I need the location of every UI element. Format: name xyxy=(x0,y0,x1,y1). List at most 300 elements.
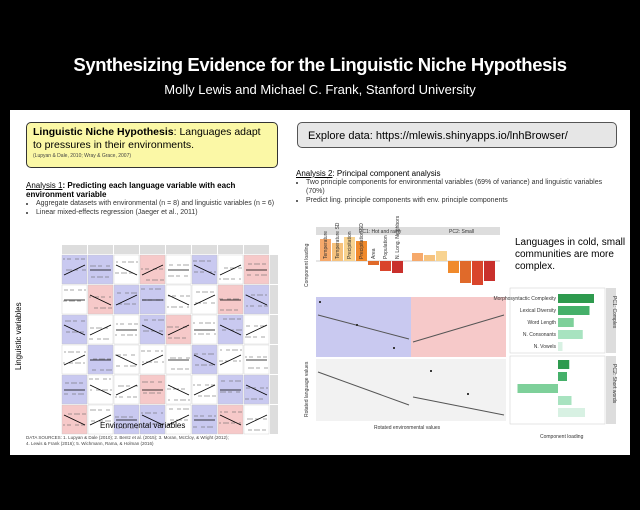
analysis1-ylabel: Linguistic variables xyxy=(14,302,23,370)
matrix-point xyxy=(170,337,171,338)
matrix-point xyxy=(255,418,256,419)
matrix-point xyxy=(68,331,69,332)
matrix-point xyxy=(151,392,152,393)
matrix-panel xyxy=(244,285,269,314)
env-loading-bar xyxy=(460,261,471,283)
matrix-point xyxy=(202,415,203,416)
matrix-point xyxy=(142,361,143,362)
poster-title: Synthesizing Evidence for the Linguistic Niche Hypothesis xyxy=(73,54,567,75)
matrix-point xyxy=(117,292,118,293)
matrix-point xyxy=(176,337,177,338)
matrix-point xyxy=(185,408,186,409)
matrix-point xyxy=(76,351,77,352)
analysis1-xlabel: Environmental variables xyxy=(100,421,186,430)
matrix-point xyxy=(210,271,211,272)
matrix-point xyxy=(94,307,95,308)
matrix-point xyxy=(232,411,233,412)
matrix-point xyxy=(266,367,267,368)
matrix-point xyxy=(266,387,267,388)
ling-pc1-label: PC1: Complex xyxy=(611,296,617,329)
matrix-point xyxy=(220,349,221,350)
matrix-point xyxy=(116,365,117,366)
matrix-point xyxy=(265,418,266,419)
matrix-point xyxy=(95,358,96,359)
matrix-point xyxy=(160,381,161,382)
matrix-point xyxy=(158,381,159,382)
matrix-point xyxy=(143,392,144,393)
matrix-point xyxy=(108,369,109,370)
env-var-label: Area xyxy=(371,248,377,259)
matrix-point xyxy=(195,364,196,365)
matrix-point xyxy=(196,291,197,292)
matrix-point xyxy=(75,382,76,383)
matrix-point xyxy=(146,381,147,382)
matrix-point xyxy=(195,426,196,427)
matrix-point xyxy=(174,357,175,358)
matrix-point xyxy=(77,362,78,363)
matrix-point xyxy=(119,354,120,355)
env-loading-bar xyxy=(472,261,483,285)
matrix-point xyxy=(94,369,95,370)
matrix-point xyxy=(91,378,92,379)
matrix-point xyxy=(78,289,79,290)
matrix-point xyxy=(116,323,117,324)
hypothesis-label: Linguistic Niche Hypothesis xyxy=(33,126,174,138)
matrix-point xyxy=(141,350,142,351)
matrix-panel xyxy=(62,285,87,314)
matrix-point xyxy=(188,399,189,400)
matrix-point xyxy=(75,258,76,259)
matrix-point xyxy=(225,360,226,361)
matrix-point xyxy=(257,274,258,275)
env-loading-bar xyxy=(484,261,495,281)
matrix-point xyxy=(253,294,254,295)
matrix-point xyxy=(171,326,172,327)
pc1-label: PC1: Hot and rainy xyxy=(359,229,402,235)
ling-var-label: Word Length xyxy=(527,320,556,326)
analysis1-title-text: : Predicting each language variable with each environment variable xyxy=(26,181,236,199)
matrix-point xyxy=(194,333,195,334)
matrix-point xyxy=(99,358,100,359)
matrix-point xyxy=(251,294,252,295)
matrix-point xyxy=(249,274,250,275)
matrix-point xyxy=(256,429,257,430)
matrix-point xyxy=(226,267,227,268)
matrix-point xyxy=(245,336,246,337)
matrix-point xyxy=(214,333,215,334)
matrix-point xyxy=(259,398,260,399)
matrix-point xyxy=(263,336,264,337)
matrix-point xyxy=(131,416,132,417)
matrix-point xyxy=(84,413,85,414)
matrix-point xyxy=(259,294,260,295)
matrix-point xyxy=(73,300,74,301)
matrix-point xyxy=(145,392,146,393)
ling-loading-bar xyxy=(558,294,594,303)
matrix-point xyxy=(89,338,90,339)
matrix-point xyxy=(193,384,194,385)
matrix-panel xyxy=(62,405,87,434)
matrix-point xyxy=(129,416,130,417)
matrix-point xyxy=(83,320,84,321)
matrix-point xyxy=(233,278,234,279)
matrix-point xyxy=(73,320,74,321)
matrix-point xyxy=(266,305,267,306)
matrix-point xyxy=(208,415,209,416)
env-var-label: Precipitation SD xyxy=(359,223,365,259)
matrix-point xyxy=(129,272,130,273)
matrix-point xyxy=(74,393,75,394)
matrix-point xyxy=(141,412,142,413)
matrix-point xyxy=(134,365,135,366)
matrix-point xyxy=(103,378,104,379)
matrix-point xyxy=(233,298,234,299)
matrix-panel xyxy=(114,375,139,404)
matrix-point xyxy=(81,424,82,425)
matrix-point xyxy=(107,338,108,339)
matrix-point xyxy=(227,298,228,299)
matrix-point xyxy=(195,260,196,261)
matrix-point xyxy=(199,322,200,323)
matrix-point xyxy=(264,305,265,306)
matrix-point xyxy=(214,415,215,416)
matrix-point xyxy=(148,279,149,280)
matrix-point xyxy=(199,384,200,385)
matrix-panel xyxy=(192,345,217,374)
matrix-point xyxy=(118,385,119,386)
matrix-point xyxy=(70,413,71,414)
analysis1-section xyxy=(26,181,276,217)
matrix-point xyxy=(66,289,67,290)
matrix-panel xyxy=(114,315,139,344)
matrix-point xyxy=(130,261,131,262)
matrix-point xyxy=(152,381,153,382)
matrix-point xyxy=(125,354,126,355)
matrix-point xyxy=(248,429,249,430)
matrix-point xyxy=(188,295,189,296)
matrix-point xyxy=(198,291,199,292)
matrix-point xyxy=(78,393,79,394)
matrix-point xyxy=(214,395,215,396)
matrix-point xyxy=(198,333,199,334)
matrix-point xyxy=(72,393,73,394)
matrix-point xyxy=(122,261,123,262)
matrix-point xyxy=(96,327,97,328)
matrix-point xyxy=(115,272,116,273)
matrix-point xyxy=(173,368,174,369)
matrix-point xyxy=(254,325,255,326)
matrix-point xyxy=(245,398,246,399)
ling-loading-bar xyxy=(558,306,590,315)
matrix-point xyxy=(162,319,163,320)
matrix-point xyxy=(128,385,129,386)
matrix-col-strip xyxy=(218,245,243,254)
matrix-point xyxy=(128,303,129,304)
matrix-point xyxy=(257,356,258,357)
loading-axis-label: Component loading xyxy=(540,434,584,440)
matrix-point xyxy=(129,396,130,397)
matrix-point xyxy=(185,264,186,265)
matrix-point xyxy=(130,365,131,366)
matrix-point xyxy=(110,369,111,370)
matrix-point xyxy=(108,265,109,266)
matrix-point xyxy=(233,318,234,319)
matrix-panel xyxy=(166,285,191,314)
matrix-point xyxy=(97,338,98,339)
matrix-point xyxy=(237,380,238,381)
matrix-point xyxy=(202,353,203,354)
matrix-point xyxy=(228,309,229,310)
matrix-panel xyxy=(218,375,243,404)
matrix-point xyxy=(184,275,185,276)
matrix-point xyxy=(118,365,119,366)
matrix-point xyxy=(104,307,105,308)
matrix-point xyxy=(124,365,125,366)
matrix-point xyxy=(120,323,121,324)
matrix-point xyxy=(253,336,254,337)
matrix-point xyxy=(177,264,178,265)
matrix-point xyxy=(167,306,168,307)
matrix-point xyxy=(115,416,116,417)
matrix-point xyxy=(264,367,265,368)
matrix-point xyxy=(100,307,101,308)
matrix-point xyxy=(77,424,78,425)
matrix-point xyxy=(237,318,238,319)
matrix-point xyxy=(208,333,209,334)
matrix-point xyxy=(84,351,85,352)
matrix-point xyxy=(203,426,204,427)
analysis2-bullet: • Predict ling. principle components with env. principle components xyxy=(306,196,616,205)
matrix-point xyxy=(128,323,129,324)
matrix-point xyxy=(102,369,103,370)
matrix-point xyxy=(91,338,92,339)
matrix-point xyxy=(97,296,98,297)
matrix-point xyxy=(67,320,68,321)
matrix-point xyxy=(196,415,197,416)
matrix-point xyxy=(105,378,106,379)
matrix-point xyxy=(153,412,154,413)
matrix-point xyxy=(173,388,174,389)
matrix-point xyxy=(105,276,106,277)
matrix-point xyxy=(228,349,229,350)
matrix-point xyxy=(107,276,108,277)
matrix-point xyxy=(125,292,126,293)
matrix-point xyxy=(83,258,84,259)
matrix-point xyxy=(177,408,178,409)
matrix-point xyxy=(176,275,177,276)
matrix-point xyxy=(116,261,117,262)
matrix-point xyxy=(78,351,79,352)
ling-loading-bar xyxy=(558,396,572,405)
matrix-point xyxy=(226,349,227,350)
matrix-point xyxy=(200,395,201,396)
matrix-point xyxy=(90,409,91,410)
matrix-point xyxy=(209,426,210,427)
matrix-point xyxy=(206,333,207,334)
matrix-point xyxy=(124,303,125,304)
matrix-point xyxy=(84,269,85,270)
matrix-point xyxy=(172,357,173,358)
matrix-point xyxy=(79,382,80,383)
ling-loading-bar xyxy=(558,360,569,369)
matrix-point xyxy=(184,337,185,338)
matrix-point xyxy=(235,360,236,361)
matrix-point xyxy=(261,294,262,295)
env-loading-bar xyxy=(392,261,403,273)
matrix-point xyxy=(117,272,118,273)
matrix-point xyxy=(205,364,206,365)
matrix-point xyxy=(204,353,205,354)
pca-finding-note: Languages in cold, small communities are more complex. xyxy=(515,237,626,272)
matrix-point xyxy=(259,356,260,357)
matrix-point xyxy=(103,338,104,339)
matrix-point xyxy=(70,269,71,270)
matrix-point xyxy=(173,306,174,307)
env-var-label: Temperature xyxy=(323,230,329,259)
matrix-point xyxy=(250,263,251,264)
matrix-col-strip xyxy=(166,245,191,254)
matrix-point xyxy=(96,389,97,390)
matrix-row-strip xyxy=(270,285,278,314)
matrix-point xyxy=(99,338,100,339)
matrix-point xyxy=(262,263,263,264)
matrix-point xyxy=(265,356,266,357)
matrix-point xyxy=(147,412,148,413)
matrix-panel xyxy=(88,255,113,284)
matrix-point xyxy=(147,350,148,351)
matrix-point xyxy=(231,318,232,319)
matrix-point xyxy=(82,393,83,394)
matrix-point xyxy=(225,278,226,279)
matrix-point xyxy=(66,331,67,332)
matrix-point xyxy=(100,409,101,410)
matrix-point xyxy=(110,389,111,390)
matrix-point xyxy=(151,330,152,331)
matrix-point xyxy=(107,358,108,359)
matrix-point xyxy=(115,396,116,397)
matrix-point xyxy=(230,391,231,392)
explore-link-box[interactable]: Explore data: https://mlewis.shinyapps.io/lnhBrowser/ xyxy=(297,122,617,148)
analysis2-bullet: • Two principle components for environmental variables (69% of variance) and linguistic variables (70%) xyxy=(306,178,616,196)
matrix-point xyxy=(239,318,240,319)
matrix-point xyxy=(211,364,212,365)
matrix-point xyxy=(250,305,251,306)
matrix-point xyxy=(265,274,266,275)
matrix-point xyxy=(249,356,250,357)
matrix-point xyxy=(66,269,67,270)
matrix-point xyxy=(258,367,259,368)
matrix-point xyxy=(193,260,194,261)
matrix-point xyxy=(63,424,64,425)
matrix-point xyxy=(136,323,137,324)
matrix-point xyxy=(157,288,158,289)
matrix-point xyxy=(205,384,206,385)
matrix-point xyxy=(171,368,172,369)
matrix-panel xyxy=(114,255,139,284)
matrix-point xyxy=(169,388,170,389)
matrix-point xyxy=(159,392,160,393)
matrix-point xyxy=(123,416,124,417)
matrix-point xyxy=(204,291,205,292)
matrix-point xyxy=(91,276,92,277)
hypothesis-text xyxy=(33,126,271,152)
matrix-point xyxy=(128,261,129,262)
matrix-panel xyxy=(166,255,191,284)
matrix-point xyxy=(79,300,80,301)
matrix-point xyxy=(223,380,224,381)
matrix-point xyxy=(209,364,210,365)
matrix-point xyxy=(135,396,136,397)
matrix-point xyxy=(262,429,263,430)
matrix-point xyxy=(72,289,73,290)
matrix-point xyxy=(203,364,204,365)
matrix-point xyxy=(92,369,93,370)
matrix-point xyxy=(232,349,233,350)
matrix-point xyxy=(127,396,128,397)
matrix-point xyxy=(252,367,253,368)
matrix-point xyxy=(167,326,168,327)
matrix-point xyxy=(187,264,188,265)
matrix-point xyxy=(221,360,222,361)
matrix-point xyxy=(238,411,239,412)
matrix-point xyxy=(97,378,98,379)
matrix-point xyxy=(108,409,109,410)
matrix-point xyxy=(162,279,163,280)
matrix-point xyxy=(99,276,100,277)
matrix-point xyxy=(143,288,144,289)
matrix-point xyxy=(236,349,237,350)
ling-loading-bar xyxy=(558,342,563,351)
matrix-point xyxy=(186,419,187,420)
matrix-point xyxy=(161,350,162,351)
matrix-point xyxy=(212,395,213,396)
env-loading-chart xyxy=(304,215,504,307)
matrix-point xyxy=(91,420,92,421)
matrix-point xyxy=(100,265,101,266)
matrix-point xyxy=(221,298,222,299)
matrix-point xyxy=(200,271,201,272)
matrix-point xyxy=(90,327,91,328)
matrix-point xyxy=(145,330,146,331)
matrix-point xyxy=(225,422,226,423)
matrix-point xyxy=(256,325,257,326)
matrix-point xyxy=(179,306,180,307)
matrix-point xyxy=(245,356,246,357)
matrix-point xyxy=(250,429,251,430)
rotated-env-label: Rotated environmental values xyxy=(374,425,441,431)
matrix-point xyxy=(200,333,201,334)
matrix-point xyxy=(75,362,76,363)
matrix-col-strip xyxy=(114,245,139,254)
matrix-point xyxy=(211,302,212,303)
matrix-col-strip xyxy=(140,245,165,254)
matrix-point xyxy=(132,261,133,262)
matrix-point xyxy=(127,334,128,335)
matrix-point xyxy=(106,389,107,390)
matrix-row-strip xyxy=(270,315,278,344)
matrix-point xyxy=(119,396,120,397)
matrix-point xyxy=(90,265,91,266)
matrix-point xyxy=(202,271,203,272)
matrix-point xyxy=(263,418,264,419)
matrix-panel xyxy=(192,315,217,344)
matrix-point xyxy=(249,418,250,419)
matrix-point xyxy=(211,384,212,385)
env-loading-bar xyxy=(368,261,379,265)
matrix-point xyxy=(130,323,131,324)
matrix-point xyxy=(144,381,145,382)
matrix-point xyxy=(207,322,208,323)
